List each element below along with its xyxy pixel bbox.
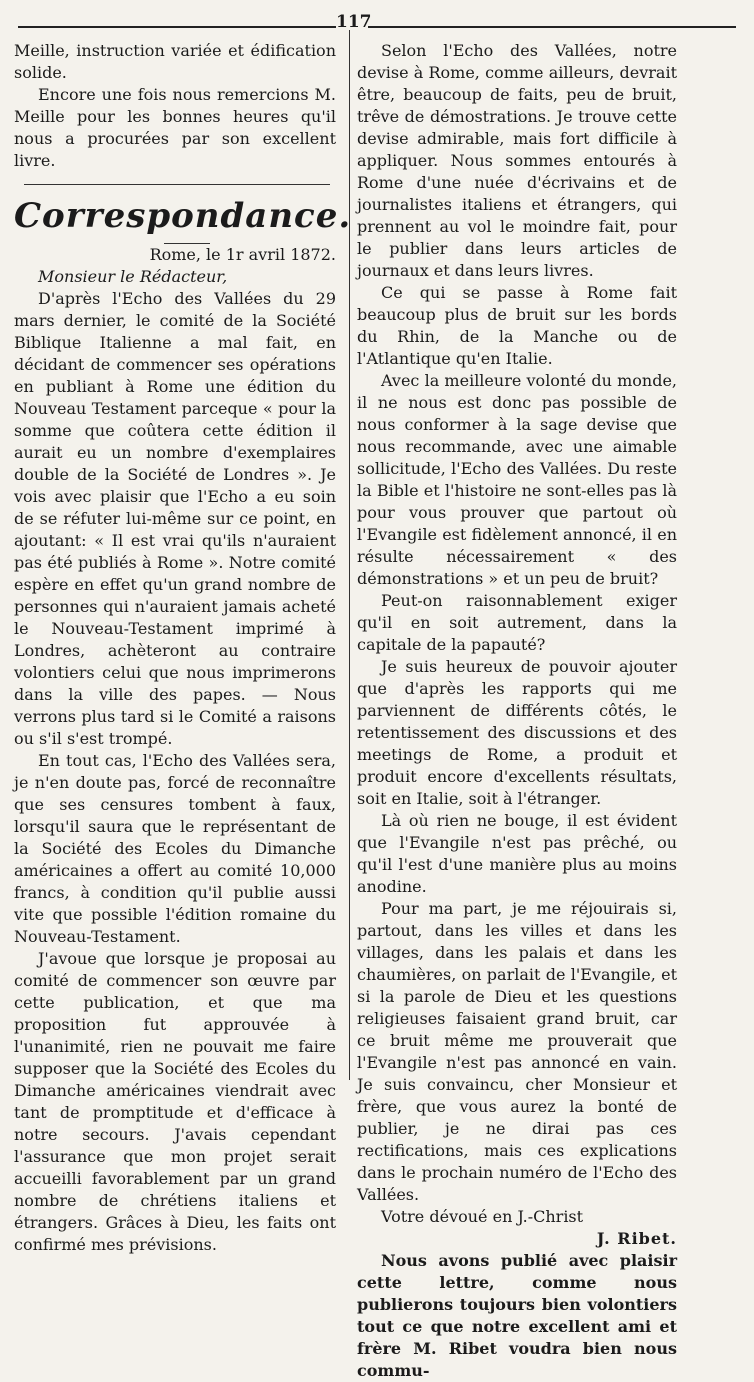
signature-name: J. Ribet.	[596, 1229, 677, 1248]
right-paragraph-1: Selon l'Echo des Vallées, notre devise à Rome, comme ailleurs, devrait être, beaucoup de faits, peu de bruit, trêve de démostrations. Je trouve cette devise admirable, mais fort difficile à appliquer. Nous sommes entourés à Rome d'une nuée d'écrivains et de journalistes italiens et étrangers, qui prennent au vol le moindre fait, pour le publier dans leurs articles de journaux et dans leurs livres.	[357, 41, 677, 280]
left-paragraph-2: Encore une fois nous remercions M. Meille pour les bonnes heures qu'il nous a procurées par son excellent livre.	[14, 85, 336, 170]
header-rule-left	[18, 26, 336, 28]
header-rule-right	[368, 26, 736, 28]
left-paragraph-4: En tout cas, l'Echo des Vallées sera, je n'en doute pas, forcé de reconnaître que ses censures tombent à faux, lorsqu'il saura que le représentant de la Société des Ecoles du Dimanche américaines a offert au comité 10,000 francs, à condition qu'il publie aussi vite que possible l'édition romaine du Nouveau-Testament.	[14, 751, 336, 946]
right-column	[357, 40, 677, 1382]
section-divider	[24, 184, 330, 185]
column-divider	[349, 30, 350, 1080]
right-paragraph-3: Avec la meilleure volonté du monde, il ne nous est donc pas possible de nous conformer à la sage devise que nous recommande, avec une aimable sollicitude, l'Echo des Vallées. Du reste la Bible et l'histoire ne sont-elles pas là pour vous prouver que partout où l'Evangile est fidèlement annoncé, il en résulte nécessairement « des démonstrations » et un peu de bruit?	[357, 371, 677, 588]
right-paragraph-6: Là où rien ne bouge, il est évident que l'Evangile n'est pas prêché, ou qu'il l'est d'une manière plus au moins anodine.	[357, 811, 677, 896]
left-paragraph-3: D'après l'Echo des Vallées du 29 mars dernier, le comité de la Société Biblique Italienne a mal fait, en décidant de commencer ses opérations en publiant à Rome une édition du Nouveau Testament parceque « pour la somme que coûtera cette édition il aurait eu un nombre d'exemplaires double de la Société de Londres ». Je vois avec plaisir que l'Echo a eu soin de se réfuter lui-même sur ce point, en ajoutant: « Il est vrai qu'ils n'auraient pas été publiés à Rome ». Notre comité espère en effet qu'un grand nombre de personnes qui n'auraient jamais acheté le Nouveau-Testament imprimé à Londres, achèteront au contraire volontiers celui que nous imprimerons dans la ville des papes. — Nous verrons plus tard si le Comité a raisons ou s'il s'est trompé.	[14, 289, 336, 748]
signature-closing: Votre dévoué en J.-Christ	[381, 1207, 584, 1226]
page-number: 117	[336, 12, 372, 32]
salutation: Monsieur le Rédacteur,	[38, 267, 228, 286]
section-title: Correspondance.	[14, 196, 352, 236]
left-paragraph-5: J'avoue que lorsque je proposai au comité de commencer son œuvre par cette publication, et que ma proposition fut approuvée à l'unanimité, rien ne pouvait me faire supposer que la Société des Ecoles du Dimanche américaines viendrait avec tant de promptitude et d'efficace à notre secours. J'avais cependant l'assurance que mon projet serait accueilli favorablement par un grand nombre de chrétiens italiens et étrangers. Grâces à Dieu, les faits ont confirmé mes prévisions.	[14, 949, 336, 1254]
right-paragraph-5: Je suis heureux de pouvoir ajouter que d'après les rapports qui me parviennent de différents côtés, le retentissement des discussions et des meetings de Rome, a produit et produit encore d'excellents résultats, soit en Italie, soit à l'étranger.	[357, 657, 677, 808]
right-paragraph-4: Peut-on raisonnablement exiger qu'il en soit autrement, dans la capitale de la papauté?	[357, 591, 677, 654]
left-paragraph-1: Meille, instruction variée et édification solide.	[14, 41, 336, 82]
right-paragraph-8: Nous avons publié avec plaisir cette lettre, comme nous publierons toujours bien volontiers tout ce que notre excellent ami et frère M. Ribet voudra bien nous commu-	[357, 1251, 677, 1380]
right-paragraph-2: Ce qui se passe à Rome fait beaucoup plus de bruit sur les bords du Rhin, de la Manche ou de l'Atlantique qu'en Italie.	[357, 283, 677, 368]
right-paragraph-7: Pour ma part, je me réjouirais si, partout, dans les villes et dans les villages, dans les palais et dans les chaumières, on parlait de l'Evangile, et si la parole de Dieu et les questions religieuses faisaient grand bruit, car ce bruit même me prouverait que l'Evangile n'est pas annoncé en vain. Je suis convaincu, cher Monsieur et frère, que vous aurez la bonté de publier, je ne dirai pas ces rectifications, mais ces explications dans le prochain numéro de l'Echo des Vallées.	[357, 899, 677, 1204]
dateline: Rome, le 1r avril 1872.	[149, 245, 336, 264]
left-column	[14, 40, 352, 1256]
